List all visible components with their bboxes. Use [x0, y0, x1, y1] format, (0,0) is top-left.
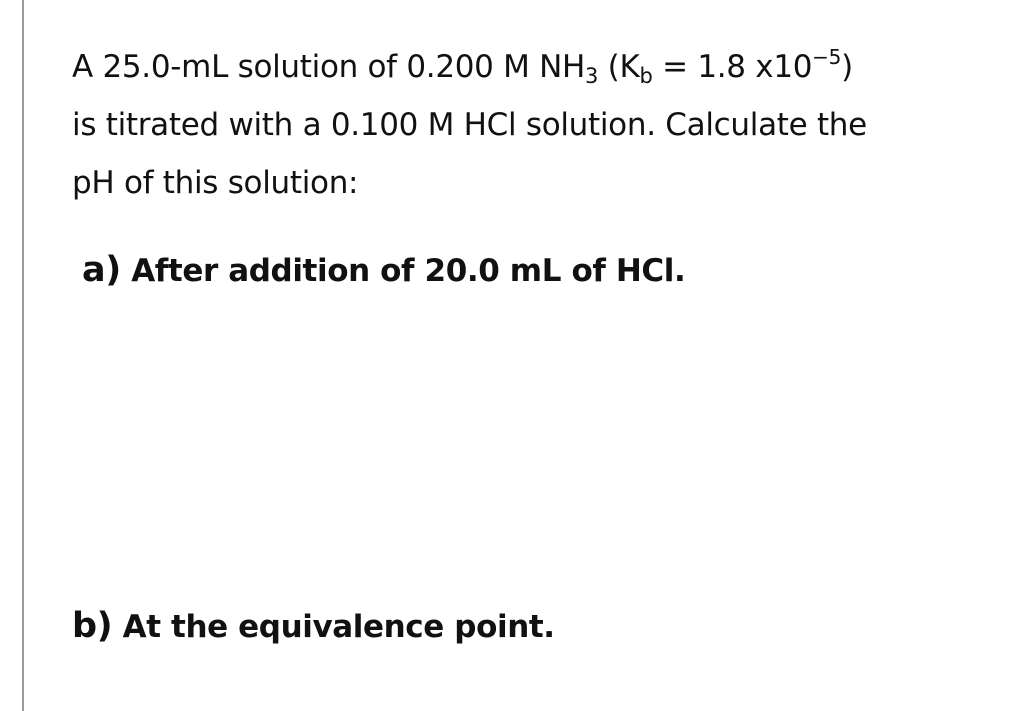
left-border	[22, 0, 24, 711]
kb-subscript: b	[639, 64, 653, 88]
question-b	[72, 606, 555, 646]
kb-close: )	[841, 49, 853, 85]
kb-value: = 1.8 x10	[652, 49, 813, 85]
problem-line-1-prefix: A 25.0-mL solution of 0.200 M NH	[72, 49, 586, 85]
kb-exponent: −5	[812, 45, 842, 69]
nh3-subscript: 3	[585, 64, 599, 88]
question-a-text: After addition of 20.0 mL of HCl.	[120, 253, 686, 289]
question-b-text: At the equivalence point.	[112, 609, 555, 645]
question-b-label: b)	[72, 606, 113, 646]
question-a	[82, 250, 685, 290]
question-a-label: a)	[82, 250, 121, 290]
problem-line-2: is titrated with a 0.100 M HCl solution. Calculate the	[72, 107, 867, 143]
problem-line-3: pH of this solution:	[72, 165, 359, 201]
kb-open: (K	[598, 49, 640, 85]
problem-statement	[72, 38, 992, 212]
problem-line-1	[72, 38, 992, 96]
